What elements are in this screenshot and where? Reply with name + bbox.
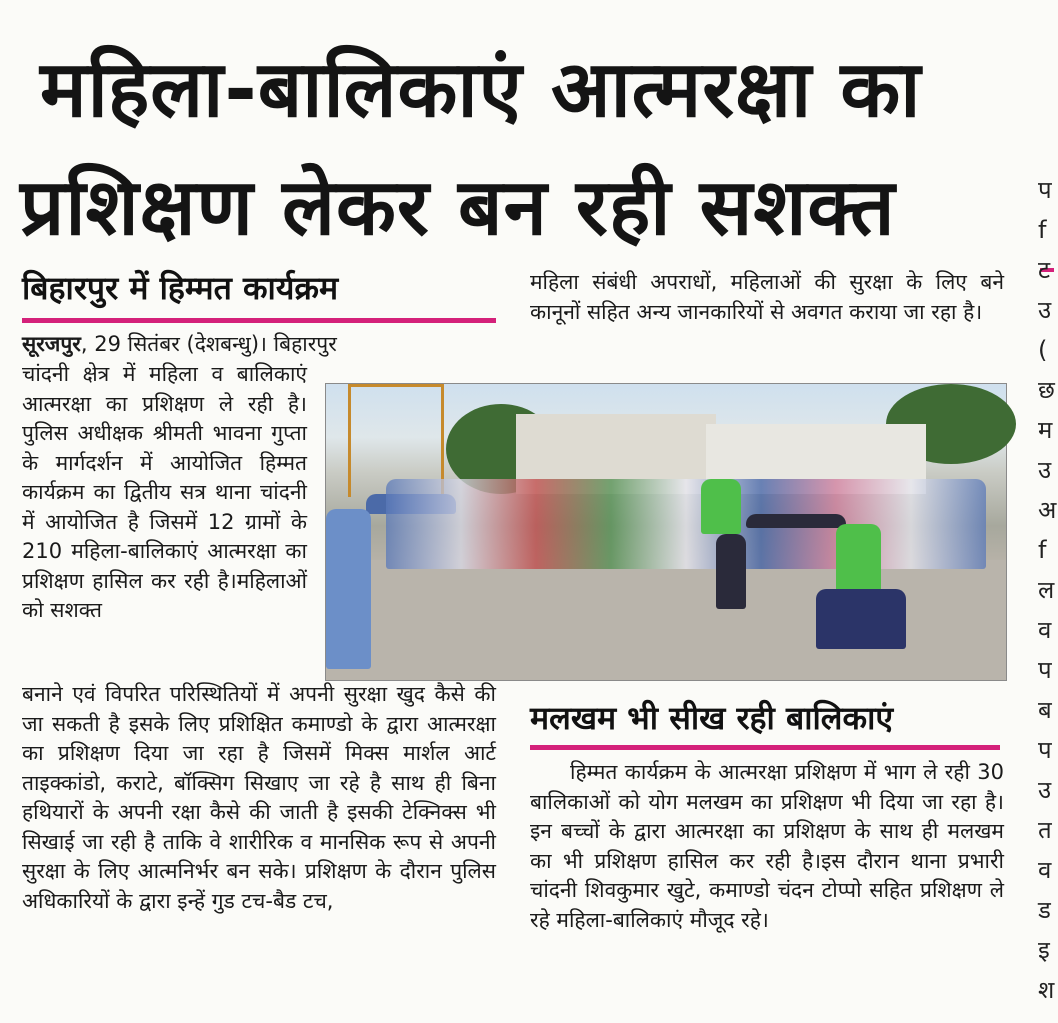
article2-subhead-rule xyxy=(530,745,1000,750)
article2-body: हिम्मत कार्यक्रम के आत्मरक्षा प्रशिक्षण में भाग ले रही 30 बालिकाओं को योग मलखम का प्रशिक्षण भी दिया जा रहा है। इन बच्चों के द्वारा आत्मरक्षा का प्रशिक्षण के साथ ही मलखम का भी प्रशिक्षण हासिल कर रही है।इस दौरान थाना प्रभारी चांदनी शिवकुमार खुटे, कमाण्डो चंदन टोप्पो सहित प्रशिक्षण ले रहे महिला-बालिकाएं मौजूद रहे। xyxy=(530,760,1004,932)
edge-glyph: श xyxy=(1038,976,1055,1004)
edge-glyph: प xyxy=(1038,736,1052,764)
article1-continued-text: महिला संबंधी अपराधों, महिलाओं की सुरक्षा के लिए बने कानूनों सहित अन्य जानकारियों से अवगत कराया जा रहा है। xyxy=(530,270,1004,324)
edge-glyph: उ xyxy=(1038,776,1052,804)
edge-glyph: व xyxy=(1038,856,1052,884)
article2-subhead: मलखम भी सीख रही बालिकाएं xyxy=(530,699,894,737)
edge-glyph: ड xyxy=(1038,896,1051,924)
headline-line-2: प्रशिक्षण लेकर बन रही सशक्त xyxy=(20,163,896,253)
photo-kicker xyxy=(701,479,741,534)
edge-glyph: व xyxy=(1038,616,1052,644)
edge-glyph: ट xyxy=(1038,256,1051,284)
dateline-place: सूरजपुर xyxy=(22,332,81,356)
edge-glyph: f xyxy=(1038,216,1047,244)
edge-glyph: उ xyxy=(1038,456,1052,484)
edge-glyph: छ xyxy=(1038,376,1055,404)
photo-kicker xyxy=(716,534,746,609)
edge-glyph: ब xyxy=(1038,696,1052,724)
edge-glyph: f xyxy=(1038,536,1047,564)
edge-glyph: ल xyxy=(1038,576,1055,604)
photo-defender xyxy=(816,589,906,649)
article1-wide-text: बनाने एवं विपरित परिस्थितियों में अपनी सुरक्षा खुद कैसे की जा सकती है इसके लिए प्रशिक्षित कमाण्डो के द्वारा आत्मरक्षा का प्रशिक्षण दिया जा रहा है जिसमें मिक्स मार्शल आर्ट ताइक्कांडो, कराटे, बॉक्सिग सिखाए जा रहे है साथ ही बिना हथियारों के अपनी रक्षा कैसे की जाती है इसकी टेक्निक्स भी सिखाई जा रही है ताकि वे शारीरिक व मानसिक रूप से अपनी सुरक्षा के लिए आत्मनिर्भर बन सके। प्रशिक्षण के दौरान पुलिस अधिकारियों के द्वारा इन्हें गुड टच-बैड टच, xyxy=(22,682,496,913)
edge-glyph: इ xyxy=(1038,936,1050,964)
headline-line-1: महिला-बालिकाएं आत्मरक्षा का xyxy=(40,45,922,135)
dateline-rest: , 29 सितंबर (देशबन्धु)। बिहारपुर xyxy=(80,332,337,356)
edge-glyph: अ xyxy=(1038,496,1057,524)
article1-narrow-text: चांदनी क्षेत्र में महिला व बालिकाएं आत्मरक्षा का प्रशिक्षण ले रही है।पुलिस अधीक्षक श्रीमती भावना गुप्ता के मार्गदर्शन में आयोजित हिम्मत कार्यक्रम का द्वितीय सत्र थाना चांदनी में आयोजित है जिसमें 12 ग्रामों के 210 महिला-बालिकाएं आत्मरक्षा का प्रशिक्षण हासिल कर रही है।महिलाओं को सशक्त xyxy=(22,362,307,622)
photo-person xyxy=(326,509,371,669)
photo-crowd xyxy=(386,479,986,569)
article1-dateline xyxy=(22,330,496,360)
article1-subhead: बिहारपुर में हिम्मत कार्यक्रम xyxy=(22,269,339,307)
photo-defender xyxy=(836,524,881,594)
edge-glyph: ( xyxy=(1038,336,1048,364)
edge-glyph: म xyxy=(1038,416,1053,444)
photo-kicker xyxy=(746,514,846,528)
article1-subhead-rule xyxy=(22,318,496,323)
training-photo xyxy=(325,383,1007,681)
edge-glyph: प xyxy=(1038,656,1052,684)
edge-glyph: उ xyxy=(1038,296,1052,324)
edge-glyph: त xyxy=(1038,816,1052,844)
edge-glyph: प xyxy=(1038,176,1052,204)
edge-column xyxy=(1038,170,1058,1010)
